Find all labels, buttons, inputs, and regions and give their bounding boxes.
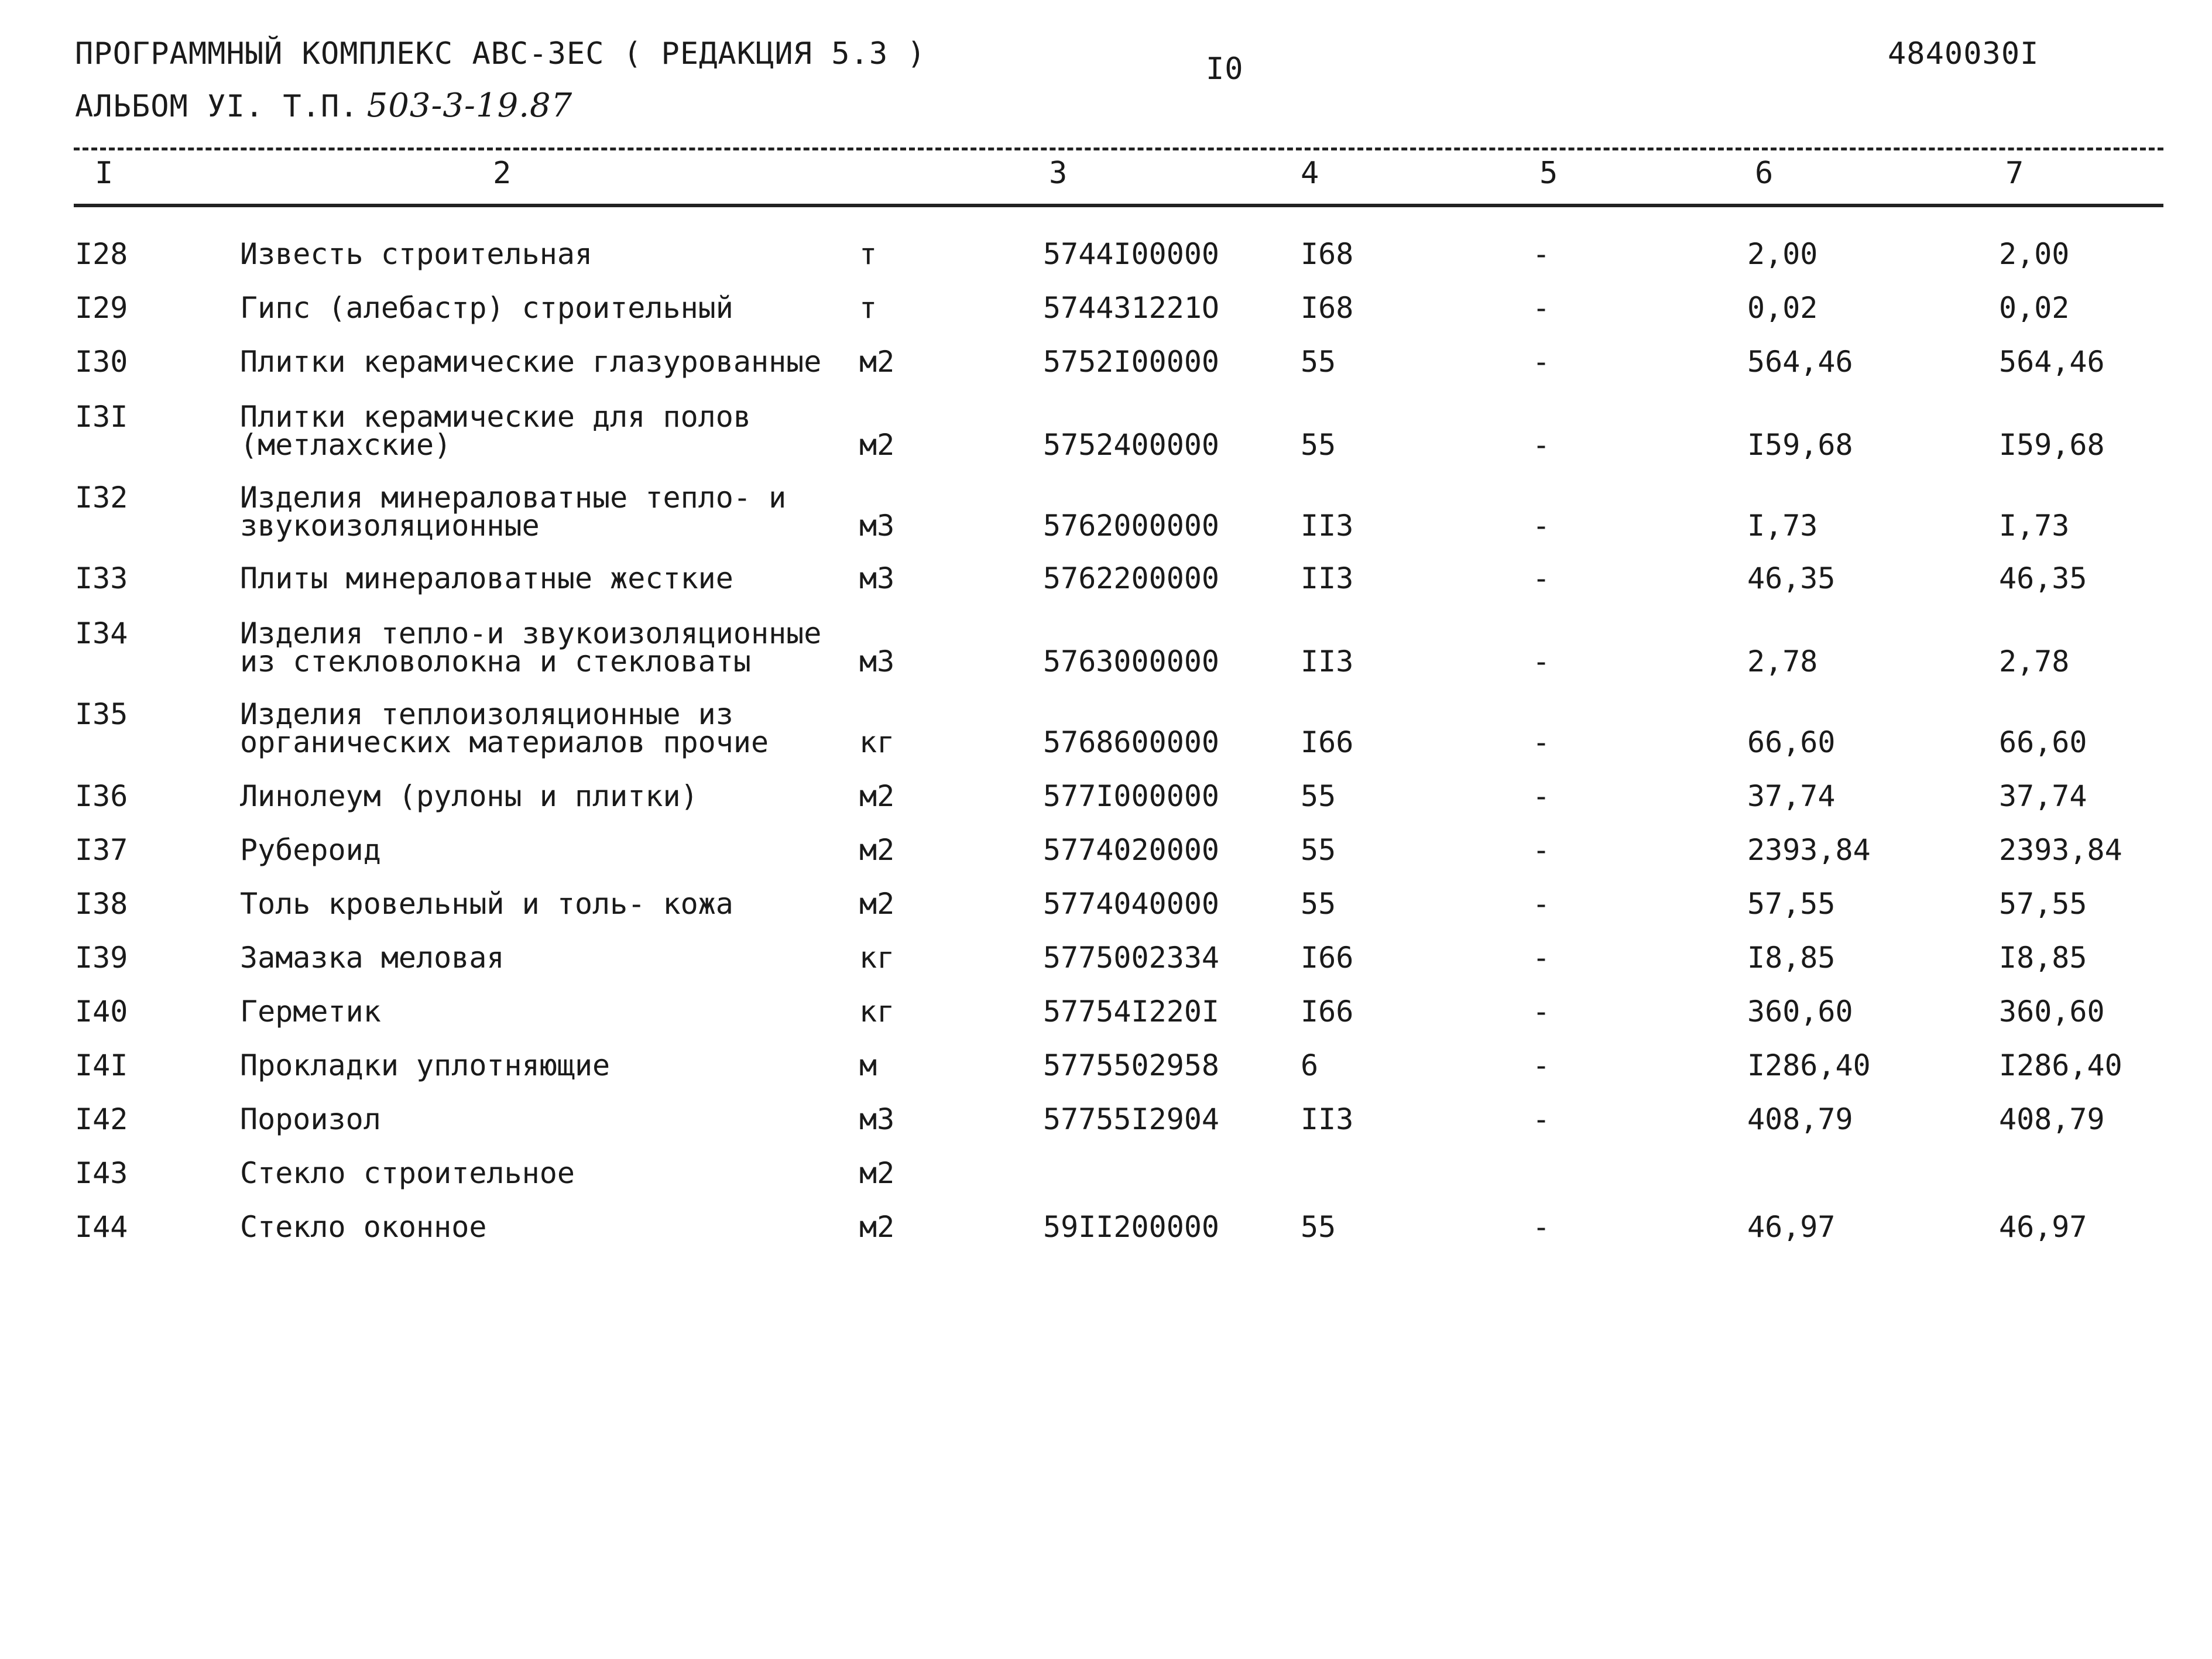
column-6-value: 46,35: [1747, 561, 1836, 595]
material-name-line: Изделия теплоизоляционные из: [240, 697, 733, 731]
column-7-value: 57,55: [1999, 887, 2087, 921]
column-7-value: 2393,84: [1999, 833, 2122, 867]
unit: м3: [859, 509, 895, 543]
column-header-1: I: [95, 156, 114, 191]
material-name-line: из стекловолокна и стекловаты: [240, 645, 751, 678]
column-7-value: I,73: [1999, 509, 2070, 543]
material-name-line: звукоизоляционные: [240, 509, 540, 543]
column-5-value: -: [1532, 237, 1551, 271]
header-dashed-rule: [74, 148, 2163, 150]
material-name-line: Стекло оконное: [240, 1210, 487, 1244]
unit: м2: [859, 779, 895, 813]
unit: м3: [859, 1102, 895, 1136]
unit: м2: [859, 1156, 895, 1190]
row-number: I4I: [75, 1048, 128, 1082]
column-7-value: 66,60: [1999, 725, 2087, 759]
column-6-value: 360,60: [1747, 995, 1853, 1029]
unit: м3: [859, 561, 895, 595]
column-header-7: 7: [2005, 156, 2024, 191]
column-6-value: 46,97: [1747, 1210, 1836, 1244]
column-6-value: 0,02: [1747, 291, 1818, 325]
material-name-line: Линолеум (рулоны и плитки): [240, 779, 698, 813]
material-code: 5763000000: [1043, 645, 1220, 678]
material-code: 5774040000: [1043, 887, 1220, 921]
column-5-value: -: [1532, 291, 1551, 325]
unit: т: [859, 237, 877, 271]
column-6-value: I8,85: [1747, 941, 1836, 975]
column-6-value: I,73: [1747, 509, 1818, 543]
material-name-line: Плиты минераловатные жесткие: [240, 561, 733, 595]
column-header-5: 5: [1539, 156, 1558, 191]
row-number: I32: [75, 481, 128, 515]
column-5-value: -: [1532, 1210, 1551, 1244]
column-5-value: -: [1532, 1102, 1551, 1136]
material-name: [240, 616, 825, 678]
column-4-value: II3: [1301, 645, 1354, 678]
row-number: I36: [75, 779, 128, 813]
material-name-line: Пороизол: [240, 1102, 381, 1136]
column-4-value: I66: [1301, 995, 1354, 1029]
column-5-value: -: [1532, 833, 1551, 867]
column-4-value: 55: [1301, 887, 1336, 921]
material-name: [240, 1048, 825, 1082]
handwritten-project-number: 503-3-19.87: [366, 87, 573, 125]
column-5-value: -: [1532, 561, 1551, 595]
material-name-line: (метлахские): [240, 428, 452, 462]
unit: м2: [859, 887, 895, 921]
header-solid-rule: [74, 204, 2163, 207]
material-name-line: Стекло строительное: [240, 1156, 575, 1190]
column-4-value: II3: [1301, 561, 1354, 595]
row-number: I43: [75, 1156, 128, 1190]
column-5-value: -: [1532, 995, 1551, 1029]
unit: т: [859, 291, 877, 325]
column-7-value: 46,35: [1999, 561, 2087, 595]
column-6-value: 408,79: [1747, 1102, 1853, 1136]
column-4-value: 6: [1301, 1048, 1319, 1082]
unit: м3: [859, 645, 895, 678]
material-name-line: Изделия минераловатные тепло- и: [240, 481, 787, 515]
column-4-value: I66: [1301, 941, 1354, 975]
column-4-value: 55: [1301, 833, 1336, 867]
material-name: [240, 887, 825, 921]
material-name-line: Толь кровельный и толь- кожа: [240, 887, 733, 921]
material-name: [240, 779, 825, 813]
material-code: 57755I2904: [1043, 1102, 1220, 1136]
album-line: [75, 87, 572, 125]
column-7-value: 37,74: [1999, 779, 2087, 813]
material-name: [240, 1102, 825, 1136]
column-6-value: 2,78: [1747, 645, 1818, 678]
row-number: I28: [75, 237, 128, 271]
column-4-value: 55: [1301, 1210, 1336, 1244]
material-name: [240, 941, 825, 975]
column-4-value: I68: [1301, 291, 1354, 325]
document-code: 4840030I: [1888, 36, 2039, 71]
material-code: 5768600000: [1043, 725, 1220, 759]
column-7-value: 408,79: [1999, 1102, 2105, 1136]
column-5-value: -: [1532, 725, 1551, 759]
material-code: 59II200000: [1043, 1210, 1220, 1244]
column-7-value: 2,78: [1999, 645, 2070, 678]
column-5-value: -: [1532, 887, 1551, 921]
column-6-value: I59,68: [1747, 428, 1853, 462]
material-name-line: Рубероид: [240, 833, 381, 867]
row-number: I34: [75, 616, 128, 650]
material-code: 5744I00000: [1043, 237, 1220, 271]
column-7-value: I8,85: [1999, 941, 2087, 975]
unit: м2: [859, 1210, 895, 1244]
column-5-value: -: [1532, 345, 1551, 379]
material-code: 57754I220I: [1043, 995, 1220, 1029]
column-4-value: II3: [1301, 509, 1354, 543]
column-4-value: I68: [1301, 237, 1354, 271]
column-header-6: 6: [1755, 156, 1774, 191]
column-5-value: -: [1532, 645, 1551, 678]
row-number: I38: [75, 887, 128, 921]
unit: кг: [859, 995, 895, 1029]
column-5-value: -: [1532, 428, 1551, 462]
column-6-value: 37,74: [1747, 779, 1836, 813]
column-7-value: 0,02: [1999, 291, 2070, 325]
column-4-value: 55: [1301, 779, 1336, 813]
material-name: [240, 400, 825, 462]
column-4-value: 55: [1301, 428, 1336, 462]
material-name-line: Плитки керамические глазурованные: [240, 345, 822, 379]
row-number: I3I: [75, 400, 128, 434]
unit: м2: [859, 428, 895, 462]
row-number: I42: [75, 1102, 128, 1136]
material-name: [240, 291, 825, 325]
row-number: I40: [75, 995, 128, 1029]
album-label: АЛЬБОМ УI. Т.П.: [75, 89, 359, 124]
material-name-line: Плитки керамические для полов: [240, 400, 751, 434]
material-name-line: Герметик: [240, 995, 381, 1029]
program-title: ПРОГРАММНЫЙ КОМПЛЕКС АВС-ЗЕС ( РЕДАКЦИЯ 5.3 ): [75, 36, 926, 71]
column-7-value: I59,68: [1999, 428, 2105, 462]
material-code: 5775002334: [1043, 941, 1220, 975]
material-code: 5762000000: [1043, 509, 1220, 543]
column-7-value: I286,40: [1999, 1048, 2122, 1082]
row-number: I39: [75, 941, 128, 975]
column-5-value: -: [1532, 941, 1551, 975]
row-number: I29: [75, 291, 128, 325]
material-name-line: Гипс (алебастр) строительный: [240, 291, 733, 325]
row-number: I44: [75, 1210, 128, 1244]
column-5-value: -: [1532, 509, 1551, 543]
column-6-value: 2393,84: [1747, 833, 1871, 867]
row-number: I37: [75, 833, 128, 867]
material-name: [240, 561, 825, 595]
material-code: 5762200000: [1043, 561, 1220, 595]
column-5-value: -: [1532, 779, 1551, 813]
material-name-line: Известь строительная: [240, 237, 593, 271]
row-number: I30: [75, 345, 128, 379]
material-name: [240, 481, 825, 543]
material-name: [240, 833, 825, 867]
column-6-value: 564,46: [1747, 345, 1853, 379]
page-number: I0: [1206, 52, 1244, 87]
column-header-4: 4: [1301, 156, 1319, 191]
material-name: [240, 995, 825, 1029]
column-4-value: I66: [1301, 725, 1354, 759]
material-code: 577I000000: [1043, 779, 1220, 813]
column-6-value: 66,60: [1747, 725, 1836, 759]
column-6-value: I286,40: [1747, 1048, 1871, 1082]
column-7-value: 360,60: [1999, 995, 2105, 1029]
row-number: I33: [75, 561, 128, 595]
material-name: [240, 237, 825, 271]
material-name: [240, 697, 825, 759]
column-4-value: II3: [1301, 1102, 1354, 1136]
column-7-value: 46,97: [1999, 1210, 2087, 1244]
material-code: 5774020000: [1043, 833, 1220, 867]
unit: кг: [859, 725, 895, 759]
unit: м: [859, 1048, 877, 1082]
column-4-value: 55: [1301, 345, 1336, 379]
unit: м2: [859, 345, 895, 379]
material-code: 5775502958: [1043, 1048, 1220, 1082]
row-number: I35: [75, 697, 128, 731]
column-header-2: 2: [493, 156, 512, 191]
column-header-3: 3: [1049, 156, 1068, 191]
material-code: 5752400000: [1043, 428, 1220, 462]
material-name: [240, 1210, 825, 1244]
material-name-line: Изделия тепло-и звукоизоляционные: [240, 616, 822, 650]
column-6-value: 2,00: [1747, 237, 1818, 271]
material-name-line: Замазка меловая: [240, 941, 505, 975]
column-7-value: 564,46: [1999, 345, 2105, 379]
column-6-value: 57,55: [1747, 887, 1836, 921]
material-name: [240, 1156, 825, 1190]
unit: м2: [859, 833, 895, 867]
unit: кг: [859, 941, 895, 975]
material-name: [240, 345, 825, 379]
column-5-value: -: [1532, 1048, 1551, 1082]
material-code: 574431221O: [1043, 291, 1220, 325]
material-name-line: Прокладки уплотняющие: [240, 1048, 611, 1082]
material-name-line: органических материалов прочие: [240, 725, 769, 759]
column-7-value: 2,00: [1999, 237, 2070, 271]
material-code: 5752I00000: [1043, 345, 1220, 379]
